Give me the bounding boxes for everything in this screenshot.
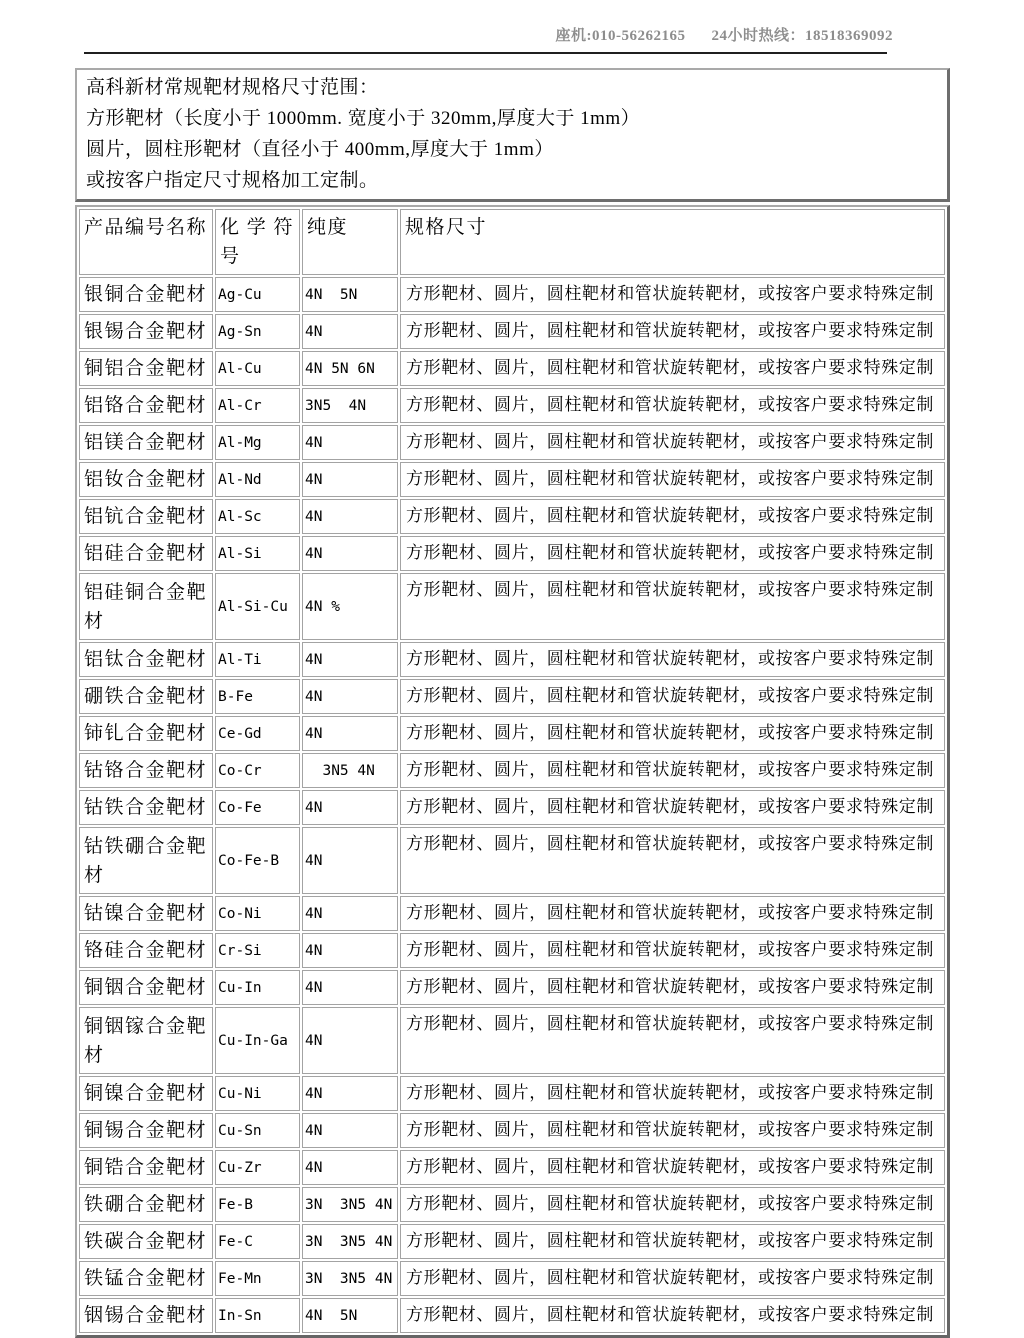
- chemical-symbol-cell: Cu-In-Ga: [215, 1007, 300, 1074]
- table-row: [79, 753, 945, 788]
- purity-cell: 3N 3N5 4N: [302, 1187, 398, 1222]
- table-row: [79, 790, 945, 825]
- purity-cell: 4N: [302, 716, 398, 751]
- chemical-symbol-cell: Cu-Sn: [215, 1113, 300, 1148]
- product-name-cell: 铜镍合金靶材: [79, 1076, 213, 1111]
- spec-size-cell: 方形靶材、圆片，圆柱靶材和管状旋转靶材，或按客户要求特殊定制: [400, 642, 945, 677]
- purity-cell: 4N: [302, 462, 398, 497]
- spec-size-cell: 方形靶材、圆片，圆柱靶材和管状旋转靶材，或按客户要求特殊定制: [400, 425, 945, 460]
- table-row: [79, 827, 945, 894]
- spec-size-cell: 方形靶材、圆片，圆柱靶材和管状旋转靶材，或按客户要求特殊定制: [400, 1007, 945, 1074]
- table-row: [79, 1224, 945, 1259]
- product-name-cell: 铝镁合金靶材: [79, 425, 213, 460]
- chemical-symbol-cell: Co-Cr: [215, 753, 300, 788]
- purity-cell: 4N 5N: [302, 277, 398, 312]
- table-row: [79, 536, 945, 571]
- table-row: [79, 679, 945, 714]
- purity-cell: 4N: [302, 1007, 398, 1074]
- chemical-symbol-cell: Co-Fe: [215, 790, 300, 825]
- table-row: [79, 314, 945, 349]
- spec-size-cell: 方形靶材、圆片，圆柱靶材和管状旋转靶材，或按客户要求特殊定制: [400, 462, 945, 497]
- purity-cell: 4N 5N 6N: [302, 351, 398, 386]
- intro-line-2: 方形靶材（长度小于 1000mm. 宽度小于 320mm,厚度大于 1mm）: [86, 108, 641, 129]
- table-row: [79, 1113, 945, 1148]
- spec-size-cell: 方形靶材、圆片，圆柱靶材和管状旋转靶材，或按客户要求特殊定制: [400, 753, 945, 788]
- chemical-symbol-cell: Ag-Sn: [215, 314, 300, 349]
- table-row: [79, 1298, 945, 1333]
- chemical-symbol-cell: Al-Si: [215, 536, 300, 571]
- product-name-cell: 硼铁合金靶材: [79, 679, 213, 714]
- table-row: [79, 1187, 945, 1222]
- product-name-cell: 铬硅合金靶材: [79, 933, 213, 968]
- product-name-cell: 钴铬合金靶材: [79, 753, 213, 788]
- product-name-cell: 铝钪合金靶材: [79, 499, 213, 534]
- purity-cell: 4N: [302, 933, 398, 968]
- table-row: [79, 1007, 945, 1074]
- spec-size-cell: 方形靶材、圆片，圆柱靶材和管状旋转靶材，或按客户要求特殊定制: [400, 1224, 945, 1259]
- table-row: [79, 573, 945, 640]
- chemical-symbol-cell: Fe-B: [215, 1187, 300, 1222]
- product-name-cell: 钴铁合金靶材: [79, 790, 213, 825]
- phone-label: 座机:010-56262165: [555, 28, 686, 44]
- product-name-cell: 银锡合金靶材: [79, 314, 213, 349]
- chemical-symbol-cell: Cu-Zr: [215, 1150, 300, 1185]
- divider-line: [84, 52, 887, 54]
- chemical-symbol-cell: Ag-Cu: [215, 277, 300, 312]
- purity-cell: 3N5 4N: [302, 753, 398, 788]
- purity-cell: 4N: [302, 827, 398, 894]
- product-name-cell: 铜铝合金靶材: [79, 351, 213, 386]
- col-header-purity: 纯度: [302, 209, 398, 275]
- chemical-symbol-cell: Al-Si-Cu: [215, 573, 300, 640]
- chemical-symbol-cell: B-Fe: [215, 679, 300, 714]
- chemical-symbol-cell: Fe-Mn: [215, 1261, 300, 1296]
- purity-cell: 4N: [302, 314, 398, 349]
- col-header-spec-size: 规格尺寸: [400, 209, 945, 275]
- purity-cell: 3N 3N5 4N: [302, 1261, 398, 1296]
- table-row: [79, 499, 945, 534]
- chemical-symbol-cell: Cu-Ni: [215, 1076, 300, 1111]
- chemical-symbol-cell: Al-Sc: [215, 499, 300, 534]
- product-name-cell: 铜锡合金靶材: [79, 1113, 213, 1148]
- col-header-product-name: 产品编号名称: [79, 209, 213, 275]
- purity-cell: 4N: [302, 970, 398, 1005]
- product-name-cell: 铝钛合金靶材: [79, 642, 213, 677]
- product-name-cell: 铁锰合金靶材: [79, 1261, 213, 1296]
- spec-size-cell: 方形靶材、圆片，圆柱靶材和管状旋转靶材，或按客户要求特殊定制: [400, 970, 945, 1005]
- product-name-cell: 铜锆合金靶材: [79, 1150, 213, 1185]
- product-name-cell: 铝硅铜合金靶材: [79, 573, 213, 640]
- spec-size-cell: 方形靶材、圆片，圆柱靶材和管状旋转靶材，或按客户要求特殊定制: [400, 573, 945, 640]
- table-row: [79, 1150, 945, 1185]
- product-name-cell: 铝钕合金靶材: [79, 462, 213, 497]
- chemical-symbol-cell: Cr-Si: [215, 933, 300, 968]
- purity-cell: 4N: [302, 1113, 398, 1148]
- spec-size-cell: 方形靶材、圆片，圆柱靶材和管状旋转靶材，或按客户要求特殊定制: [400, 1076, 945, 1111]
- product-name-cell: 银铜合金靶材: [79, 277, 213, 312]
- hotline-label: 24小时热线：18518369092: [711, 28, 893, 44]
- spec-size-cell: 方形靶材、圆片，圆柱靶材和管状旋转靶材，或按客户要求特殊定制: [400, 388, 945, 423]
- purity-cell: 4N: [302, 896, 398, 931]
- purity-cell: 4N: [302, 1150, 398, 1185]
- table-row: [79, 896, 945, 931]
- purity-cell: 4N: [302, 679, 398, 714]
- product-spec-table: [75, 205, 950, 1338]
- product-name-cell: 铈钆合金靶材: [79, 716, 213, 751]
- purity-cell: 3N 3N5 4N: [302, 1224, 398, 1259]
- product-name-cell: 铁硼合金靶材: [79, 1187, 213, 1222]
- intro-line-1: 高科新材常规靶材规格尺寸范围：: [86, 77, 379, 98]
- product-name-cell: 铝铬合金靶材: [79, 388, 213, 423]
- spec-size-cell: 方形靶材、圆片，圆柱靶材和管状旋转靶材，或按客户要求特殊定制: [400, 679, 945, 714]
- product-name-cell: 铁碳合金靶材: [79, 1224, 213, 1259]
- table-row: [79, 1076, 945, 1111]
- table-body: [79, 277, 945, 1333]
- chemical-symbol-cell: Co-Fe-B: [215, 827, 300, 894]
- table-row: [79, 462, 945, 497]
- chemical-symbol-cell: Al-Cr: [215, 388, 300, 423]
- purity-cell: 4N: [302, 642, 398, 677]
- spec-size-cell: 方形靶材、圆片，圆柱靶材和管状旋转靶材，或按客户要求特殊定制: [400, 536, 945, 571]
- table-row: [79, 351, 945, 386]
- spec-size-cell: 方形靶材、圆片，圆柱靶材和管状旋转靶材，或按客户要求特殊定制: [400, 1150, 945, 1185]
- chemical-symbol-cell: Co-Ni: [215, 896, 300, 931]
- purity-cell: 4N: [302, 536, 398, 571]
- spec-size-cell: 方形靶材、圆片，圆柱靶材和管状旋转靶材，或按客户要求特殊定制: [400, 314, 945, 349]
- chemical-symbol-cell: Fe-C: [215, 1224, 300, 1259]
- purity-cell: 4N 5N: [302, 1298, 398, 1333]
- table-row: [79, 642, 945, 677]
- spec-size-cell: 方形靶材、圆片，圆柱靶材和管状旋转靶材，或按客户要求特殊定制: [400, 896, 945, 931]
- spec-size-cell: 方形靶材、圆片，圆柱靶材和管状旋转靶材，或按客户要求特殊定制: [400, 1298, 945, 1333]
- table-header: [79, 209, 945, 275]
- chemical-symbol-cell: In-Sn: [215, 1298, 300, 1333]
- product-name-cell: 铟锡合金靶材: [79, 1298, 213, 1333]
- spec-size-cell: 方形靶材、圆片，圆柱靶材和管状旋转靶材，或按客户要求特殊定制: [400, 1261, 945, 1296]
- table-row: [79, 388, 945, 423]
- purity-cell: 4N: [302, 499, 398, 534]
- intro-box: [75, 68, 950, 202]
- product-name-cell: 铝硅合金靶材: [79, 536, 213, 571]
- purity-cell: 4N: [302, 790, 398, 825]
- chemical-symbol-cell: Al-Nd: [215, 462, 300, 497]
- table-row: [79, 970, 945, 1005]
- purity-cell: 4N %: [302, 573, 398, 640]
- spec-size-cell: 方形靶材、圆片，圆柱靶材和管状旋转靶材，或按客户要求特殊定制: [400, 933, 945, 968]
- table-row: [79, 277, 945, 312]
- table-header-row: [79, 209, 945, 275]
- table-row: [79, 425, 945, 460]
- spec-size-cell: 方形靶材、圆片，圆柱靶材和管状旋转靶材，或按客户要求特殊定制: [400, 790, 945, 825]
- product-name-cell: 钴铁硼合金靶材: [79, 827, 213, 894]
- chemical-symbol-cell: Cu-In: [215, 970, 300, 1005]
- intro-line-4: 或按客户指定尺寸规格加工定制。: [86, 170, 379, 191]
- spec-size-cell: 方形靶材、圆片，圆柱靶材和管状旋转靶材，或按客户要求特殊定制: [400, 827, 945, 894]
- col-header-chemical-symbol: 化 学 符号: [215, 209, 300, 275]
- chemical-symbol-cell: Ce-Gd: [215, 716, 300, 751]
- spec-size-cell: 方形靶材、圆片，圆柱靶材和管状旋转靶材，或按客户要求特殊定制: [400, 1187, 945, 1222]
- contact-header: [0, 0, 1024, 45]
- product-name-cell: 钴镍合金靶材: [79, 896, 213, 931]
- purity-cell: 3N5 4N: [302, 388, 398, 423]
- table-row: [79, 716, 945, 751]
- product-name-cell: 铜铟合金靶材: [79, 970, 213, 1005]
- spec-size-cell: 方形靶材、圆片，圆柱靶材和管状旋转靶材，或按客户要求特殊定制: [400, 277, 945, 312]
- intro-line-3: 圆片，圆柱形靶材（直径小于 400mm,厚度大于 1mm）: [86, 139, 554, 160]
- spec-size-cell: 方形靶材、圆片，圆柱靶材和管状旋转靶材，或按客户要求特殊定制: [400, 1113, 945, 1148]
- product-name-cell: 铜铟镓合金靶材: [79, 1007, 213, 1074]
- spec-size-cell: 方形靶材、圆片，圆柱靶材和管状旋转靶材，或按客户要求特殊定制: [400, 351, 945, 386]
- purity-cell: 4N: [302, 1076, 398, 1111]
- chemical-symbol-cell: Al-Mg: [215, 425, 300, 460]
- chemical-symbol-cell: Al-Ti: [215, 642, 300, 677]
- table-row: [79, 933, 945, 968]
- purity-cell: 4N: [302, 425, 398, 460]
- chemical-symbol-cell: Al-Cu: [215, 351, 300, 386]
- table-row: [79, 1261, 945, 1296]
- spec-size-cell: 方形靶材、圆片，圆柱靶材和管状旋转靶材，或按客户要求特殊定制: [400, 499, 945, 534]
- spec-size-cell: 方形靶材、圆片，圆柱靶材和管状旋转靶材，或按客户要求特殊定制: [400, 716, 945, 751]
